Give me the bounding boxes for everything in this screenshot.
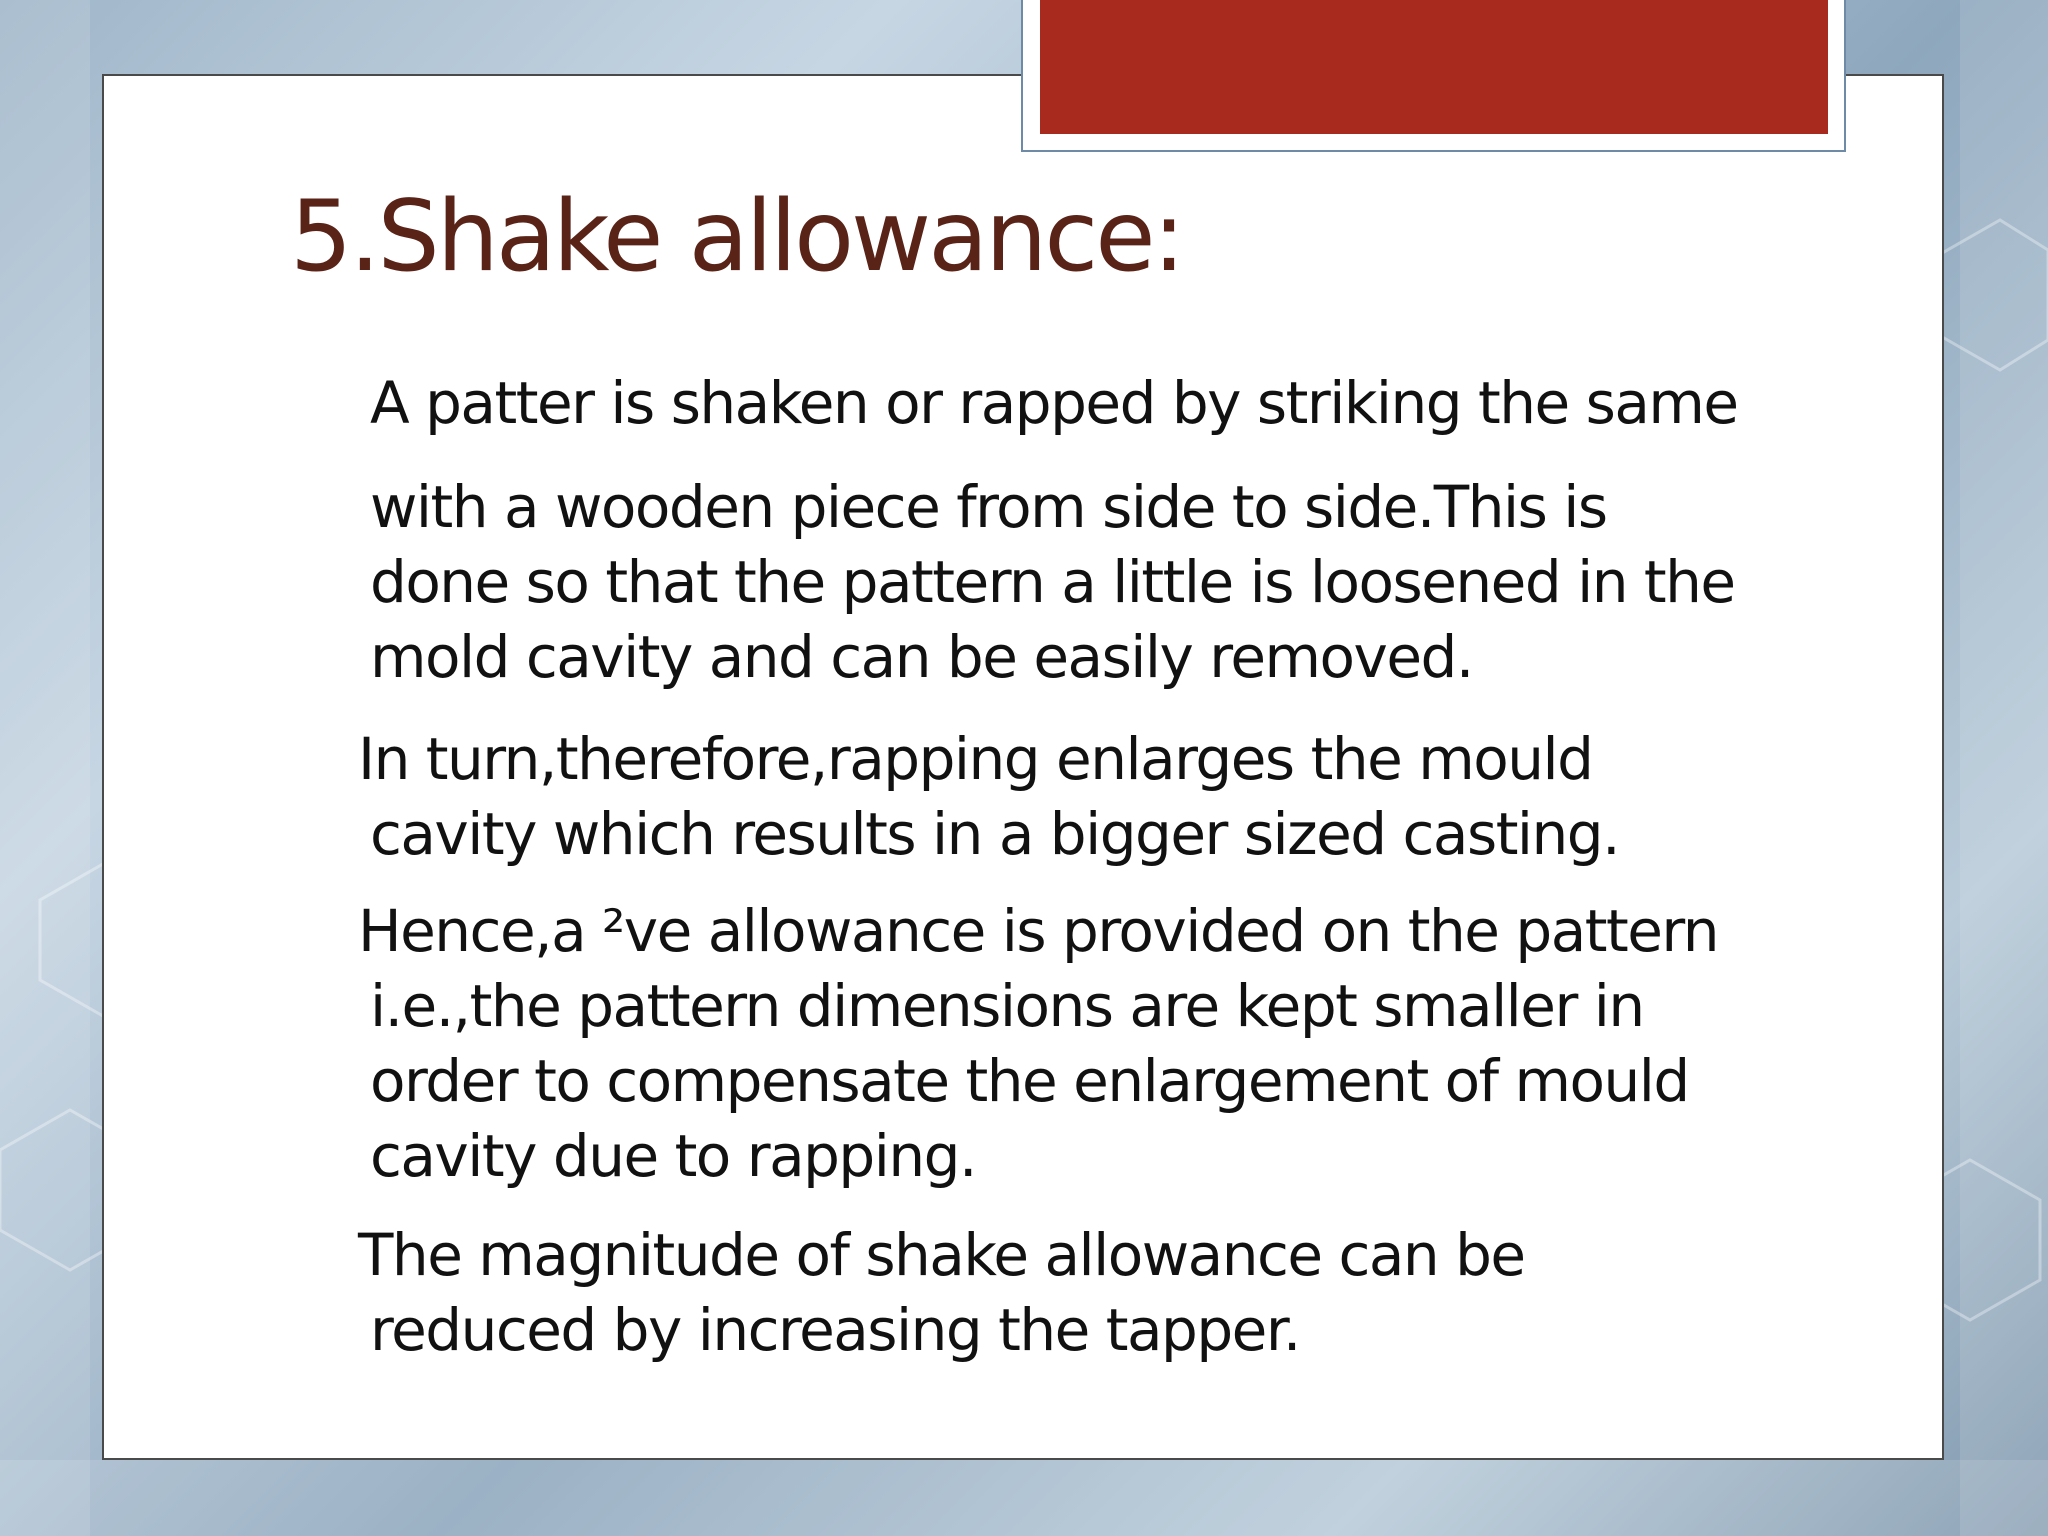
paragraph-3	[358, 722, 1619, 872]
paragraph-line: A patter is shaken or rapped by striking the same	[370, 369, 1738, 437]
paragraph-line: order to compensate the enlargement of mould	[370, 1047, 1689, 1115]
paragraph-line: mold cavity and can be easily removed.	[370, 623, 1473, 691]
paragraph-2	[370, 470, 1735, 695]
paragraph-5	[358, 1218, 1525, 1368]
slide-title: 5.Shake allowance:	[290, 180, 1183, 294]
paragraph-line: cavity which results in a bigger sized casting.	[370, 800, 1620, 868]
paragraph-line: In turn,therefore,rapping enlarges the mould	[358, 725, 1593, 793]
paragraph-4	[358, 894, 1718, 1194]
paragraph-line: done so that the pattern a little is loosened in the	[370, 548, 1735, 616]
paragraph-line: The magnitude of shake allowance can be	[358, 1221, 1525, 1289]
paragraph-line: with a wooden piece from side to side.This is	[370, 473, 1607, 541]
paragraph-1	[370, 366, 1738, 441]
paragraph-line: i.e.,the pattern dimensions are kept smaller in	[370, 972, 1644, 1040]
paragraph-line: reduced by increasing the tapper.	[370, 1296, 1300, 1364]
paragraph-line: cavity due to rapping.	[370, 1122, 976, 1190]
accent-bar	[1040, 0, 1828, 134]
paragraph-line: Hence,a ²ve allowance is provided on the pattern	[358, 897, 1718, 965]
